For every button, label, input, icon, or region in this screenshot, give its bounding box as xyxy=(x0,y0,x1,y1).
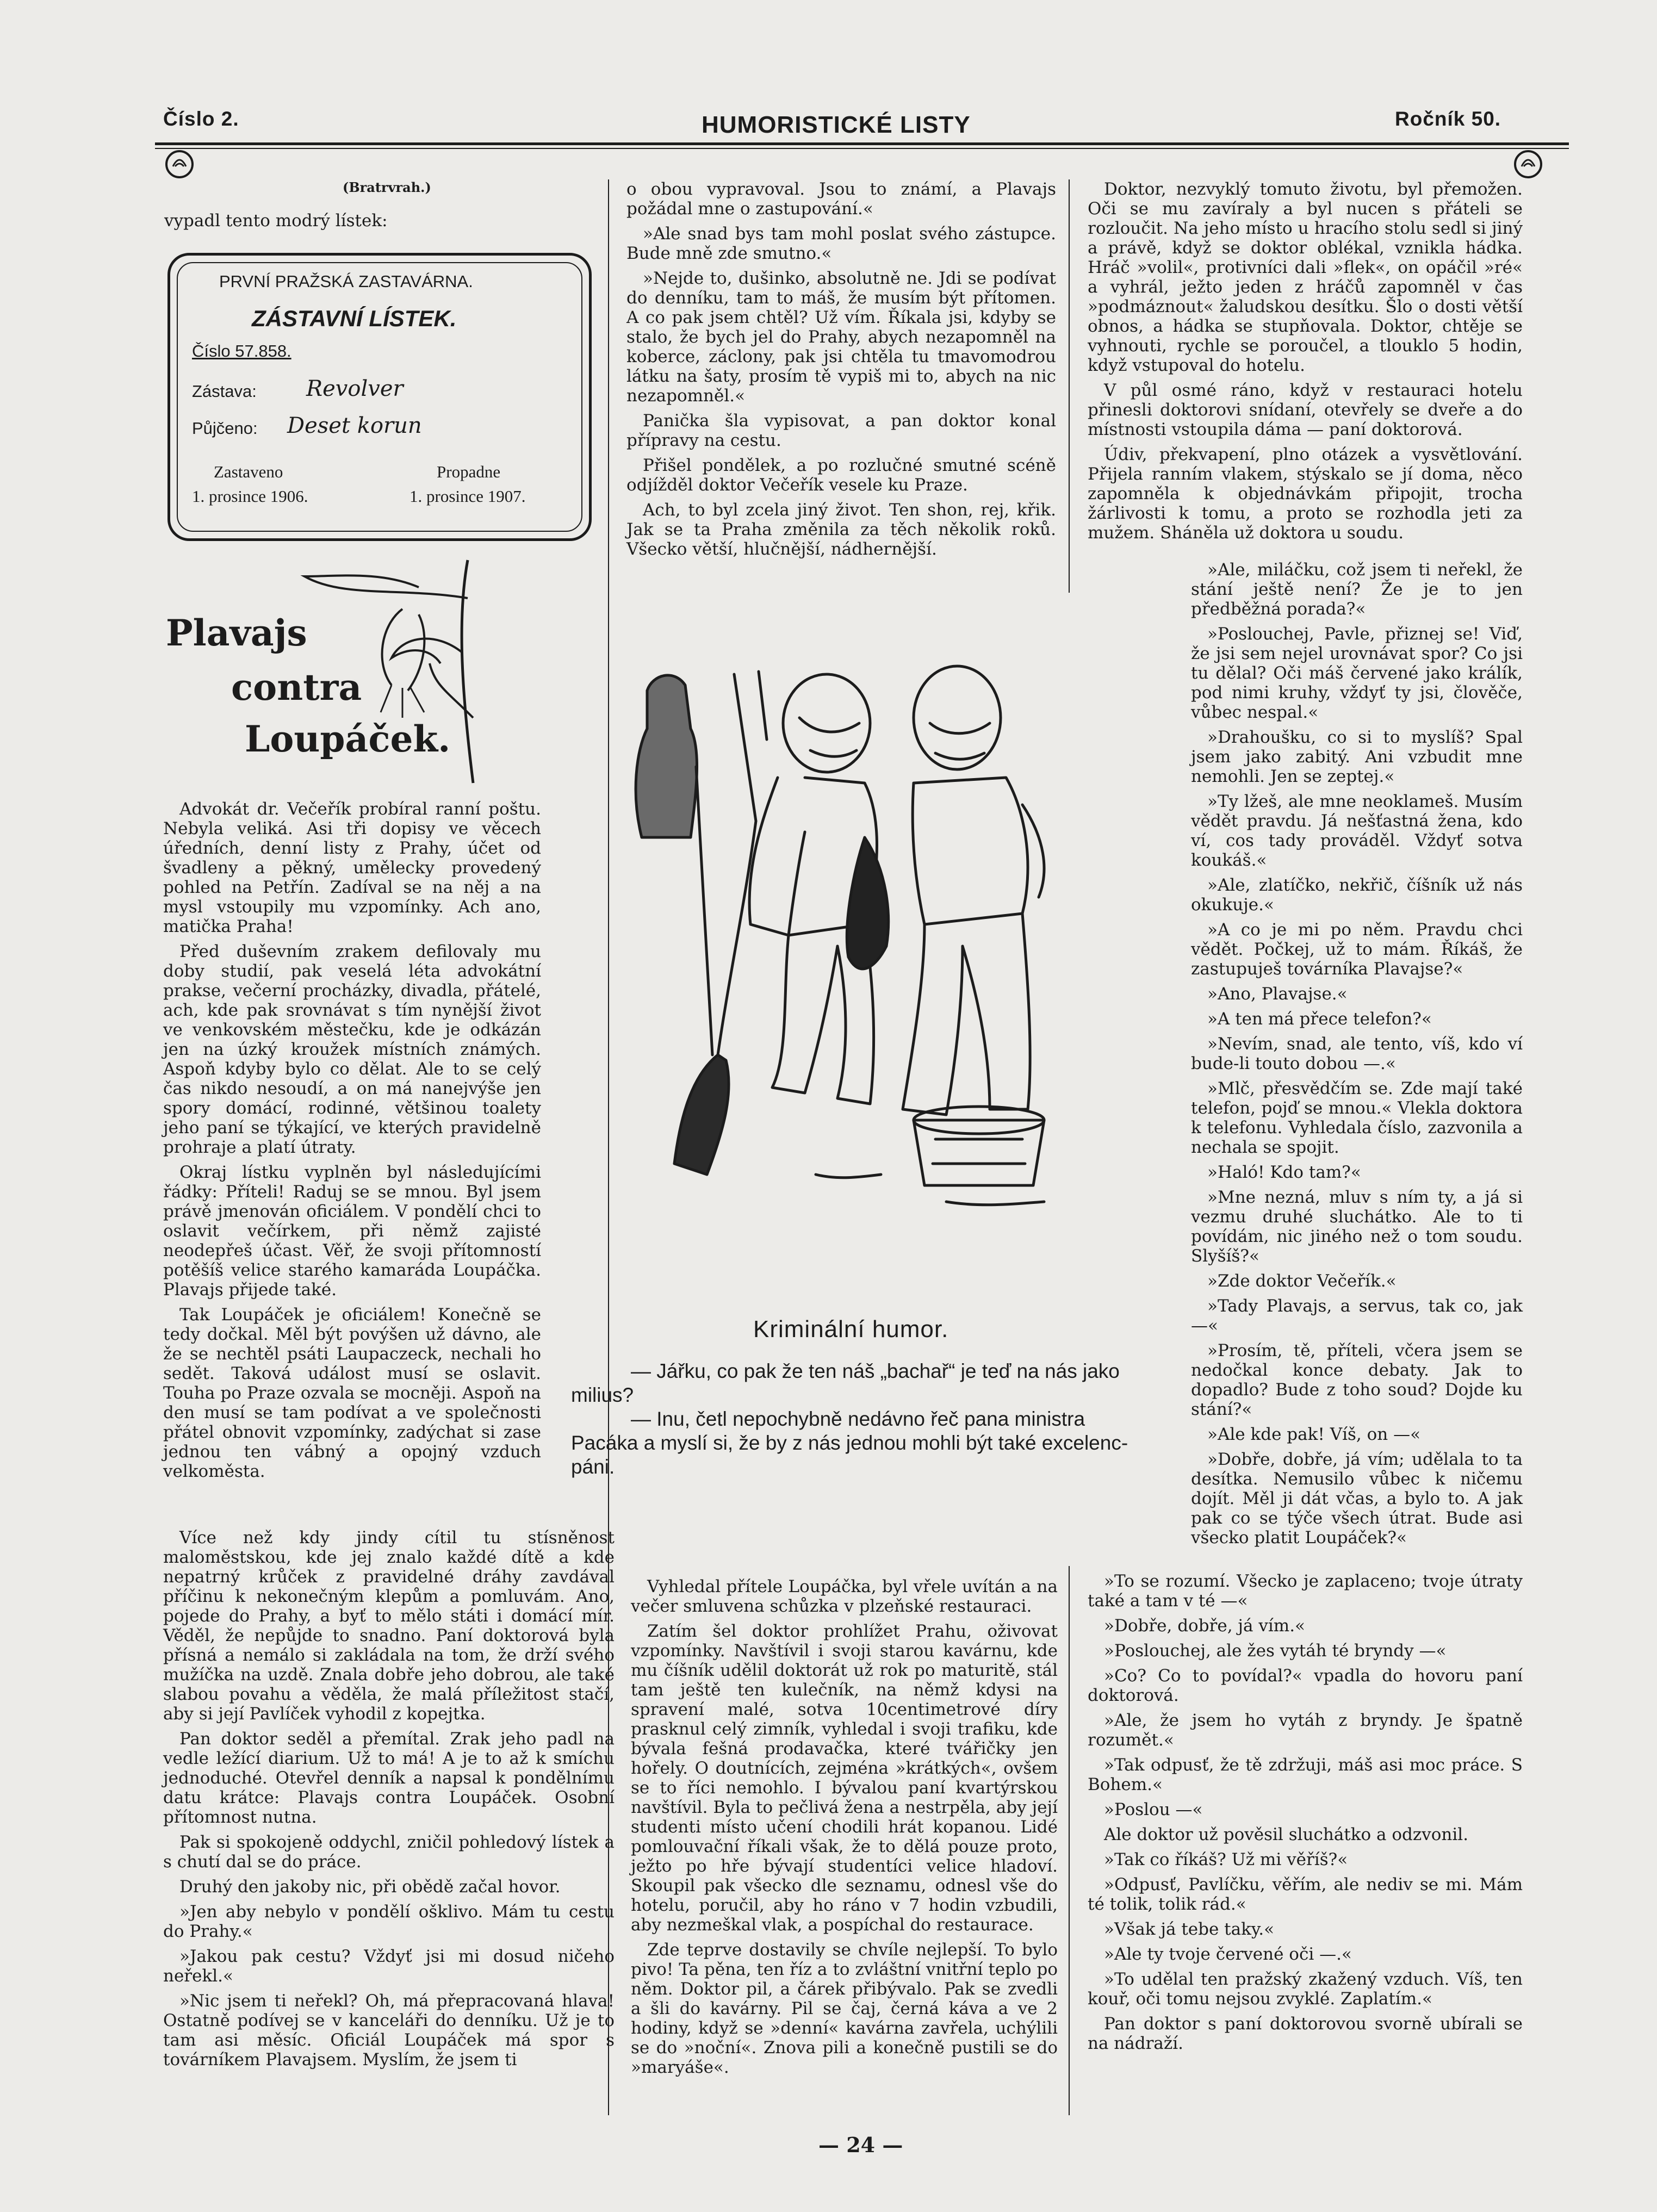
magazine-title: HUMORISTICKÉ LISTY xyxy=(702,111,971,138)
paragraph: »Poslouchej, Pavle, přiznej se! Viď, že jsi sem nejel urovnávat spor? Co jsi tu dělal? Oči máš červené jako králík, pod nimi kruhy, vždyť ty jsi, člověče, vůbec nespal.« xyxy=(1191,624,1523,722)
article-column-1 xyxy=(163,799,541,1487)
ornament-icon xyxy=(1512,148,1544,181)
paragraph: »Jen aby nebylo v pondělí ošklivo. Mám tu cestu do Prahy.« xyxy=(163,1902,615,1941)
paragraph: »Drahoušku, co si to myslíš? Spal jsem jako zabitý. Ani vzbudit mne nemohli. Jen se zeptej.« xyxy=(1191,728,1523,786)
paragraph: »Ano, Plavajse.« xyxy=(1207,984,1348,1004)
paragraph: »Ale kde pak! Víš, on —« xyxy=(1207,1425,1421,1444)
article-title-2: contra xyxy=(231,666,362,709)
header-rule-thin xyxy=(155,148,1569,149)
ticket-title: PRVNÍ PRAŽSKÁ ZASTAVÁRNA. xyxy=(219,272,473,291)
paragraph: »Nevím, snad, ale tento, víš, kdo ví bude-li touto dobou —.« xyxy=(1191,1034,1523,1073)
paragraph: »Dobře, dobře, já vím; udělala to ta desítka. Nemusilo vůbec k ničemu dojít. Měl ji dát včas, a bylo to. A jak pak co se týče všech útrat. Bude asi všecko platit Loupáček?« xyxy=(1191,1450,1523,1548)
paragraph: »Jakou pak cestu? Vždyť jsi mi dosud ničeho neřekl.« xyxy=(163,1947,615,1986)
article-column-1-wide xyxy=(163,1528,615,2075)
paragraph: »Prosím, tě, příteli, včera jsem se nedočkal konce debaty. Jak to dopadlo? Bude z toho soud? Dojde ku stání?« xyxy=(1191,1341,1523,1419)
paragraph: »Odpusť, Pavlíčku, věřím, ale nediv se mi. Mám té tolik, tolik rád.« xyxy=(1088,1875,1523,1914)
humor-quote xyxy=(571,1359,1131,1479)
article-column-3-bottom xyxy=(1088,1571,1523,2059)
pledge-value: Revolver xyxy=(306,376,404,401)
paragraph: Před duševním zrakem defilovaly mu doby studií, pak veselá léta advokátní prakse, večerní procházky, divadla, přátelé, ach, kde pak srovnávat s tím nynější život ve venkovském městečku, kde je odkázán jen na úzký kroužek místních známých. Aspoň kdyby bylo co dělat. Ale to se celý čas nikdo nesoudí, a on má nanejvýše jen spory domácí, rodinné, většinou toalety jeho paní se týkající, ve kterých pravidelně prohraje a platí útraty. xyxy=(163,942,541,1157)
paragraph: »Mlč, přesvědčím se. Zde mají také telefon, pojď se mnou.« Vlekla doktora k telefonu. Vyhledala číslo, zazvonila a nechala se spojit. xyxy=(1191,1079,1523,1157)
issue-number: Číslo 2. xyxy=(163,108,239,130)
paragraph: »Nejde to, dušinko, absolutně ne. Jdi se podívat do denníku, tam to máš, že musím být přítomen. A co pak jsem chtěl? Už vím. Říkala jsi, kdyby se stalo, že bych jel do Prahy, abych nezapomněl na koberce, záclony, pak jsi chtěla tu tmavomodrou látku na šaty, prosím tě vypiš mi to, abych na nic nezapomněl.« xyxy=(626,269,1056,406)
page-number: — 24 — xyxy=(818,2133,903,2157)
paragraph: »A ten má přece telefon?« xyxy=(1207,1009,1432,1029)
loan-label: Půjčeno: xyxy=(192,419,258,438)
paragraph: o obou vypravoval. Jsou to známí, a Plavajs požádal mne o zastupování.« xyxy=(626,179,1056,219)
paragraph: »Ale ty tvoje červené oči —.« xyxy=(1104,1944,1352,1964)
column-divider xyxy=(1069,179,1070,593)
paragraph: »Co? Co to povídal?« vpadla do hovoru paní doktorová. xyxy=(1088,1666,1523,1705)
paragraph: Doktor, nezvyklý tomuto životu, byl přemožen. Oči se mu zavíraly a byl nucen s přáteli se rozloučit. Na jeho místo u hracího stolu sedl si jiný a právě, když se doktor oblékal, vznikla hádka. Hráč »volil«, protivníci dali »flek«, on opáčil »ré« a vyhrál, ježto jeden z hráčů zapomněl v čas »podmáznout« žaludskou desítku. Šlo o dosti větší obnos, a hádka se stupňovala. Doktor, chtěje se vyhnouti, rychle se poroučel, a tlouklo 5 hodin, když vstupoval do hotelu. xyxy=(1088,179,1523,375)
paragraph: Tak Loupáček je oficiálem! Konečně se tedy dočkal. Měl být povýšen už dávno, ale že se nechtěl psáti Laupaczeck, nechali ho sedět. Taková událost musí se oslavit. Touha po Praze ozvala se mocněji. Aspoň na den musí se tam podívat a ve společnosti přátel obnovit vzpomínky, zadýchat si zase jednou ten vábný a opojný vzduch velkoměsta. xyxy=(163,1305,541,1481)
paragraph: »Ale, miláčku, což jsem ti neřekl, že stání ještě není? Že je to jen předběžná porada?« xyxy=(1191,560,1523,619)
paragraph: »Zde doktor Večeřík.« xyxy=(1207,1271,1397,1291)
paragraph: »Tady Plavajs, a servus, tak co, jak —« xyxy=(1191,1296,1523,1335)
article-column-3 xyxy=(1088,179,1523,548)
article-title-3: Loupáček. xyxy=(245,718,451,760)
expires-label: Propadne xyxy=(437,462,501,481)
humor-heading: Kriminální humor. xyxy=(753,1316,949,1343)
header-rule xyxy=(155,142,1569,145)
pawned-date: 1. prosince 1906. xyxy=(192,487,308,506)
humor-line-2: — Inu, četl nepochybně nedávno řeč pana ministra Pacáka a myslí si, že by z nás jednou mohli být také excelenc-páni. xyxy=(571,1408,1128,1478)
credit: (Bratrvrah.) xyxy=(343,179,431,195)
paragraph: »To udělal ten pražský zkažený vzduch. Víš, ten kouř, oči tomu nejsou zvyklé. Zaplatím.« xyxy=(1088,1969,1523,2009)
paragraph: »Tak co říkáš? Už mi věříš?« xyxy=(1104,1850,1348,1869)
pawned-label: Zastaveno xyxy=(214,462,283,481)
paragraph: »Ale, že jsem ho vytáh z bryndy. Je špatně rozumět.« xyxy=(1088,1711,1523,1750)
paragraph: Advokát dr. Večeřík probíral ranní poštu. Nebyla veliká. Asi tři dopisy ve věcech úředních, denní listy z Prahy, účet od švadleny a pěkný, umělecky provedený pohled na Petřín. Zadíval se na něj a na mysl vstoupily mu vzpomínky. Ach ano, matička Praha! xyxy=(163,799,541,936)
paragraph: Více než kdy jindy cítil tu stísněnost maloměstskou, kde jej znalo každé dítě a kde nepatrný krůček z pravidelné dráhy zavdával příčinu k nekonečným klepům a pomluvám. Ano, pojede do Prahy, a byť to mělo státi i domácí mír. Věděl, že nepůjde to snadno. Paní doktorová byla přísná a nemálo si zakládala na tom, že drží svého mužíčka na uzdě. Znala dobře jeho dobrou, ale také slabou povahu a věděla, že malá příležitost stačí, aby si její Pavlíček vyhodil z kopejtka. xyxy=(163,1528,615,1724)
article-column-3-narrow xyxy=(1191,560,1523,1553)
paragraph: Zde teprve dostavily se chvíle nejlepší. To bylo pivo! Ta pěna, ten říz a to zvláštní vnitřní teplo po něm. Doktor pil, a čárek přibývalo. Pak se zvedli a šli do kavárny. Pil se čaj, černá káva a ve 2 hodiny, když se »denní« kavárna zavřela, uchýlili se do »noční«. Znova pili a konečně pustili se do »maryáše«. xyxy=(631,1940,1058,2077)
paragraph: »To se rozumí. Všecko je zaplaceno; tvoje útraty také a tam v té —« xyxy=(1088,1571,1523,1611)
paragraph: »Poslouchej, ale žes vytáh té bryndy —« xyxy=(1104,1641,1447,1661)
paragraph: Okraj lístku vyplněn byl následujícími řádky: Příteli! Raduj se se mnou. Byl jsem právě jmenován oficiálem. V pondělí chci to oslavit večírkem, při němž zajisté neodepřeš účast. Věř, že svoji přítomností potěšíš velice starého kamaráda Loupáčka. Plavajs přijede také. xyxy=(163,1163,541,1300)
paragraph: Pan doktor seděl a přemítal. Zrak jeho padl na vedle ležící diarium. Už to má! A je to až k smíchu jednoduché. Otevřel denník a napsal k pondělnímu datu krátce: Plavajs contra Loupáček. Osobní přítomnost nutna. xyxy=(163,1729,615,1827)
paragraph: Údiv, překvapení, plno otázek a vysvětlování. Přijela ranním vlakem, stýskalo se jí doma, něco zapomněla k objednávkám připojit, trocha žárlivosti k tomu, a proto se rozhodla jeti za mužem. Sháněla už doktora u soudu. xyxy=(1088,445,1523,543)
pledge-label: Zástava: xyxy=(192,382,257,401)
paragraph: »Však já tebe taky.« xyxy=(1104,1919,1275,1939)
humor-line-1: — Jářku, co pak že ten náš „bachař“ je teď na nás jako milius? xyxy=(571,1360,1120,1406)
paragraph: Ach, to byl zcela jiný život. Ten shon, rej, křik. Jak se ta Praha změnila za těch několik roků. Všecko větší, hlučnější, nádhernější. xyxy=(626,500,1056,559)
article-title-1: Plavajs xyxy=(166,612,307,654)
article-column-2 xyxy=(626,179,1056,564)
paragraph: Druhý den jakoby nic, při obědě začal hovor. xyxy=(179,1877,561,1897)
paragraph: »Ale, zlatíčko, nekřič, číšník už nás okukuje.« xyxy=(1191,875,1523,915)
cartoon-illustration xyxy=(609,642,1088,1251)
paragraph: »Dobře, dobře, já vím.« xyxy=(1104,1616,1306,1636)
paragraph: »Mne nezná, mluv s ním ty, a já si vezmu druhé sluchátko. Ale to ti povídám, nic jiného než o tom soudu. Slyšíš?« xyxy=(1191,1188,1523,1266)
paragraph: »Nic jsem ti neřekl? Oh, má přepracovaná hlava! Ostatně podívej se v kanceláři do denníku. Už je to tam asi měsíc. Oficiál Loupáček má spor s továrníkem Plavajsem. Myslím, že jsem ti xyxy=(163,1991,615,2070)
paragraph: Panička šla vypisovat, a pan doktor konal přípravy na cestu. xyxy=(626,411,1056,450)
paragraph: Pak si spokojeně oddychl, zničil pohledový lístek a s chutí dal se do práce. xyxy=(163,1832,615,1872)
paragraph: Vyhledal přítele Loupáčka, byl vřele uvítán a na večer smluvena schůzka v plzeňské restauraci. xyxy=(631,1577,1058,1616)
column-divider xyxy=(1069,1566,1070,2115)
paragraph: »Poslou —« xyxy=(1104,1800,1203,1819)
paragraph: »Ty lžeš, ale mne neoklameš. Musím vědět pravdu. Já nešťastná žena, kdo ví, cos tady prováděl. Vždyť sotva koukáš.« xyxy=(1191,792,1523,870)
paragraph: »Ale snad bys tam mohl poslat svého zástupce. Bude mně zde smutno.« xyxy=(626,224,1056,263)
loan-value: Deset korun xyxy=(287,413,422,438)
paragraph: »Tak odpusť, že tě zdržuji, máš asi moc práce. S Bohem.« xyxy=(1088,1755,1523,1794)
paragraph: »Haló! Kdo tam?« xyxy=(1207,1163,1361,1182)
paragraph: »A co je mi po něm. Pravdu chci vědět. Počkej, už to mám. Říkáš, že zastupuješ továrníka Plavajse?« xyxy=(1191,920,1523,979)
paragraph: Ale doktor už pověsil sluchátko a odzvonil. xyxy=(1104,1825,1469,1844)
volume-number: Ročník 50. xyxy=(1395,108,1501,130)
paragraph: Přišel pondělek, a po rozlučné smutné scéně odjížděl doktor Večeřík vesele ku Praze. xyxy=(626,456,1056,495)
lily-flower-icon xyxy=(294,555,511,788)
ornament-icon xyxy=(163,148,196,181)
paragraph: Pan doktor s paní doktorovou svorně ubírali se na nádraží. xyxy=(1088,2014,1523,2053)
paragraph: Zatím šel doktor prohlížet Prahu, oživovat vzpomínky. Navštívil i svoji starou kavárnu, kde mu číšník udělil doktorát už rok po maturitě, stál tam ještě ten kulečník, na němž kdysi na spravení malé, sotva 10centimetrové díry prasknul celý zimník, vyhledal i svoji trafiku, kde bývala fešná prodavačka, které tvářičky jen hořely. O doutnících, zejména »krátkých«, ovšem se to říci nemohlo. I bývalou paní kvartýrskou navštívil. Byla to pečlivá žena a nestrpěla, aby její studenti místo učení chodili hrát kopanou. Lidé pomlouvační říkali však, že to dělá pouze proto, ježto po hře bývají studentíci velice hladoví. Skoupil pak všecko dle seznamu, odnesl vše do hotelu, poručil, aby ho ráno v 7 hodin vzbudili, aby nezmeškal vlak, a pospíchal do restaurace. xyxy=(631,1621,1058,1935)
paragraph: V půl osmé ráno, když v restauraci hotelu přinesli doktorovi snídaní, otevřely se dveře a do místnosti vstoupila dáma — paní doktorová. xyxy=(1088,381,1523,439)
intro-text: vypadl tento modrý lístek: xyxy=(164,211,388,231)
ticket-number: Číslo 57.858. xyxy=(192,341,291,361)
article-column-2-bottom xyxy=(631,1577,1058,2083)
expires-date: 1. prosince 1907. xyxy=(409,487,526,506)
ticket-subtitle: ZÁSTAVNÍ LÍSTEK. xyxy=(252,306,457,331)
pawn-ticket xyxy=(167,253,592,541)
